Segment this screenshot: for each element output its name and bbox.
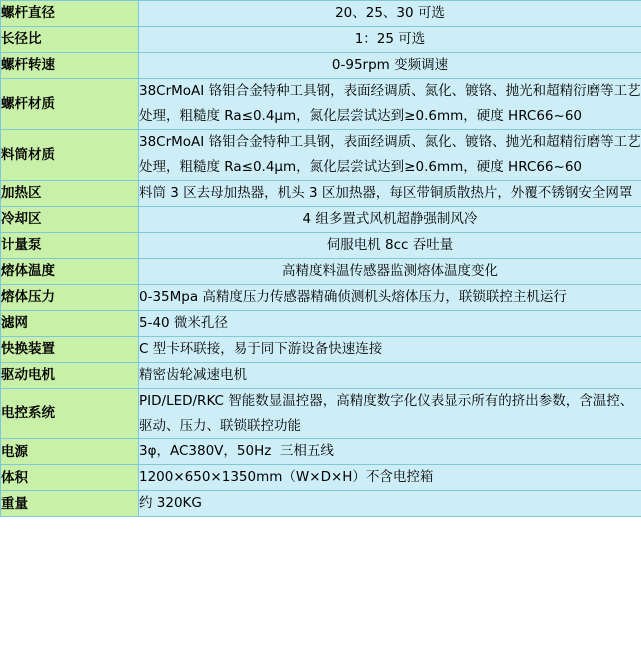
row-label-text: 冷却区 (1, 211, 42, 228)
row-label-cell (1, 465, 139, 491)
row-value-cell (139, 232, 641, 258)
row-value-cell (139, 258, 641, 284)
table-row (1, 232, 641, 258)
row-label-text: 计量泵 (1, 237, 42, 254)
row-value-text: 料筒 3 区去母加热器，机头 3 区加热器，每区带铜质散热片，外覆不锈钢安全网罩 (139, 184, 633, 201)
row-value-cell (139, 1, 641, 27)
row-label-text: 重量 (1, 495, 28, 512)
row-label-cell (1, 284, 139, 310)
row-value-cell (139, 465, 641, 491)
row-value-text: 38CrMoAI 铬钼合金特种工具钢，表面经调质、氮化、镀铬、抛光和超精衍磨等工艺处理，粗糙度 Ra≤0.4μm，氮化层尝试达到≥0.6mm，硬度 HRC66~60 (139, 133, 641, 175)
table-row (1, 258, 641, 284)
table-row (1, 78, 641, 129)
table-row (1, 388, 641, 439)
row-value-cell (139, 180, 641, 206)
row-label-cell (1, 336, 139, 362)
table-row (1, 26, 641, 52)
row-label-text: 电源 (1, 443, 28, 460)
row-value-cell (139, 26, 641, 52)
row-value-cell (139, 129, 641, 180)
row-label-cell (1, 129, 139, 180)
row-label-cell (1, 206, 139, 232)
row-label-text: 滤网 (1, 314, 28, 331)
row-label-cell (1, 78, 139, 129)
table-row (1, 310, 641, 336)
row-label-text: 熔体压力 (1, 289, 55, 306)
row-label-cell (1, 362, 139, 388)
table-row (1, 52, 641, 78)
row-label-cell (1, 491, 139, 517)
row-value-cell (139, 52, 641, 78)
row-value-text: 5-40 微米孔径 (139, 314, 228, 331)
row-label-text: 螺杆材质 (1, 95, 55, 112)
row-value-cell (139, 362, 641, 388)
table-row (1, 336, 641, 362)
row-value-text: 20、25、30 可选 (335, 5, 445, 21)
row-value-text: 3φ，AC380V，50Hz 三相五线 (139, 443, 334, 460)
row-label-cell (1, 439, 139, 465)
row-label-text: 料筒材质 (1, 146, 55, 163)
row-value-text: 1：25 可选 (354, 30, 426, 47)
row-value-text: PID/LED/RKC 智能数显温控器，高精度数字化仪表显示所有的挤出参数，含温控、驱动、压力、联锁联控功能 (139, 392, 634, 434)
row-value-text: 4 组多置式风机超静强制风冷 (302, 210, 478, 227)
table-row (1, 284, 641, 310)
table-row (1, 362, 641, 388)
row-value-text: 精密齿轮减速电机 (139, 366, 247, 383)
row-value-text: 38CrMoAI 铬钼合金特种工具钢，表面经调质、氮化、镀铬、抛光和超精衍磨等工艺处理，粗糙度 Ra≤0.4μm，氮化层尝试达到≥0.6mm，硬度 HRC66~60 (139, 82, 641, 124)
row-label-text: 螺杆直径 (1, 5, 55, 22)
row-value-cell (139, 439, 641, 465)
row-label-text: 快换装置 (1, 340, 55, 357)
row-label-text: 电控系统 (1, 405, 55, 422)
table-row (1, 439, 641, 465)
row-value-text: 约 320KG (139, 495, 202, 512)
specification-table-body (1, 1, 641, 517)
row-value-cell (139, 336, 641, 362)
row-label-text: 驱动电机 (1, 366, 55, 383)
row-value-cell (139, 78, 641, 129)
row-value-cell (139, 206, 641, 232)
table-row (1, 1, 641, 27)
row-value-text: 伺服电机 8cc 吞吐量 (326, 236, 454, 253)
row-label-text: 体积 (1, 469, 28, 486)
row-value-text: 0-95rpm 变频调速 (331, 56, 449, 73)
row-label-cell (1, 26, 139, 52)
row-value-text: 高精度料温传感器监测熔体温度变化 (282, 262, 498, 279)
row-label-cell (1, 258, 139, 284)
row-label-text: 螺杆转速 (1, 57, 55, 74)
table-row (1, 206, 641, 232)
row-value-cell (139, 284, 641, 310)
row-value-text: C 型卡环联接，易于同下游设备快速连接 (139, 340, 383, 357)
row-value-cell (139, 310, 641, 336)
table-row (1, 129, 641, 180)
row-label-text: 加热区 (1, 185, 42, 202)
row-value-cell (139, 388, 641, 439)
row-label-text: 熔体温度 (1, 263, 55, 280)
row-label-cell (1, 1, 139, 27)
row-value-text: 1200×650×1350mm（W×D×H）不含电控箱 (139, 469, 434, 486)
table-row (1, 180, 641, 206)
table-row (1, 465, 641, 491)
row-label-cell (1, 388, 139, 439)
row-value-cell (139, 491, 641, 517)
row-label-cell (1, 180, 139, 206)
row-value-text: 0-35Mpa 高精度压力传感器精确侦测机头熔体压力，联锁联控主机运行 (139, 288, 567, 305)
row-label-cell (1, 232, 139, 258)
table-row (1, 491, 641, 517)
row-label-cell (1, 310, 139, 336)
row-label-cell (1, 52, 139, 78)
row-label-text: 长径比 (1, 31, 42, 48)
